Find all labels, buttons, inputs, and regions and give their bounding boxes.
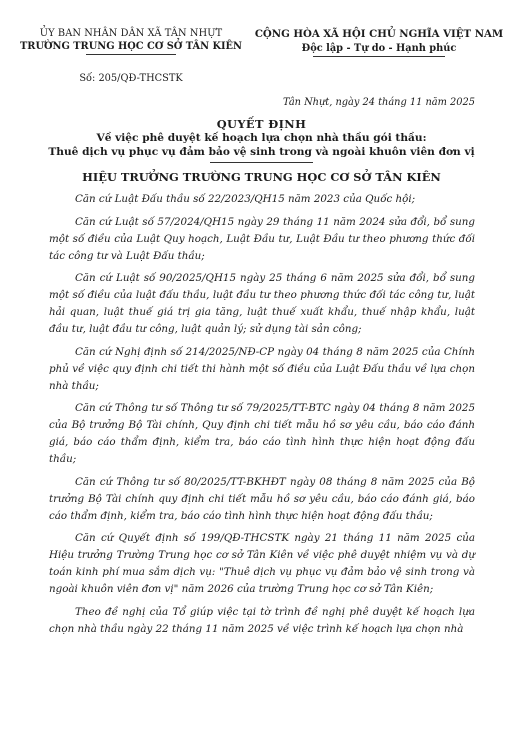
national-title: CỘNG HÒA XÃ HỘI CHỦ NGHĨA VIỆT NAM [254,28,504,40]
document-title: QUYẾT ĐỊNH [216,117,307,131]
document-body [49,191,475,643]
legal-basis-paragraph: Căn cứ Luật số 90/2025/QH15 ngày 25 tháng 6 năm 2025 sửa đổi, bổ sung một số điều của luật đấu thầu, luật đầu tư theo phương thức đối tác công tư, luật hải quan, luật thuế giá trị gia tăng, luật thuế xuất khẩu, thuế nhập khẩu, luật đầu tư, luật đầu tư công, luật quản lý; sử dụng tài sản công; [49,272,475,335]
legal-basis-paragraph: Căn cứ Thông tư số 80/2025/TT-BKHĐT ngày 08 tháng 8 năm 2025 của Bộ trưởng Bộ Tài chính quy định chi tiết mẫu hồ sơ yêu cầu, báo cáo đánh giá, báo cáo thẩm định, kiểm tra, báo cáo tình hình thực hiện hoạt động đấu thầu; [49,475,475,522]
parent-organization: ỦY BAN NHÂN DÂN XÃ TÂN NHỰT [39,28,223,39]
national-title-block [246,28,512,57]
motto-underline [313,56,445,57]
place-and-date: Tân Nhựt, ngày 24 tháng 11 năm 2025 [283,97,475,108]
legal-basis-paragraph: Căn cứ Nghị định số 214/2025/NĐ-CP ngày 04 tháng 8 năm 2025 của Chính phủ về việc quy định chi tiết thi hành một số điều của Luật Đấu thầu về lựa chọn nhà thầu; [49,345,475,392]
legal-basis-paragraph: Căn cứ Quyết định số 199/QĐ-THCSTK ngày 21 tháng 11 năm 2025 của Hiệu trưởng Trường Trung học cơ sở Tân Kiên về việc phê duyệt nhiệm vụ và dự toán kinh phí mua sắm dịch vụ: "Thuê dịch vụ phục vụ đảm bảo vệ sinh trong và ngoài khuôn viên đơn vị" năm 2026 của trường Trung học cơ sở Tân Kiên; [49,532,475,595]
signing-authority: HIỆU TRƯỞNG TRƯỜNG TRUNG HỌC CƠ SỞ TÂN KIÊN [82,170,441,184]
national-motto: Độc lập - Tự do - Hạnh phúc [301,43,457,54]
legal-basis-paragraph: Căn cứ Luật số 57/2024/QH15 ngày 29 tháng 11 năm 2024 sửa đổi, bổ sung một số điều của Luật Quy hoạch, Luật Đầu tư, Luật Đầu tư theo phương thức đối tác công tư và Luật Đấu thầu; [49,215,475,262]
legal-basis-paragraph: Căn cứ Thông tư số Thông tư số 79/2025/TT-BTC ngày 04 tháng 8 năm 2025 của Bộ trưởng Bộ Tài chính, Quy định chi tiết mẫu hồ sơ yêu cầu, báo cáo đánh giá, báo cáo thẩm định, kiểm tra, báo cáo tình hình thực hiện hoạt động đấu thầu; [49,402,475,465]
legal-basis-paragraph: Căn cứ Luật Đấu thầu số 22/2023/QH15 năm 2023 của Quốc hội; [75,193,416,205]
issuing-organization: TRƯỜNG TRUNG HỌC CƠ SỞ TÂN KIÊN [20,41,242,52]
subject-line-2: Thuê dịch vụ phục vụ đảm bảo vệ sinh trong và ngoài khuôn viên đơn vị [48,146,475,158]
organization-underline [86,54,176,55]
document-subject [20,131,503,159]
subject-line-1: Về việc phê duyệt kế hoạch lựa chọn nhà thầu gói thầu: [96,132,427,144]
document-number: Số: 205/QĐ-THCSTK [79,73,183,84]
subject-underline [210,162,313,163]
proposal-paragraph: Theo đề nghị của Tổ giúp việc tại tờ trình đề nghị phê duyệt kế hoạch lựa chọn nhà thầu ngày 22 tháng 11 năm 2025 về việc trình kế hoạch lựa chọn nhà [49,605,475,635]
issuing-authority-block [20,28,242,55]
